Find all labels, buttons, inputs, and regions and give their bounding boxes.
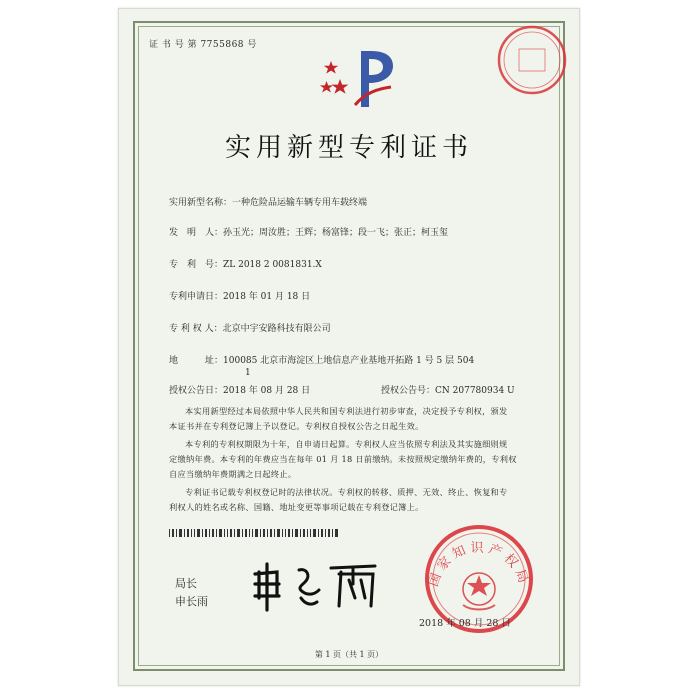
certificate-title: 实用新型专利证书 [224, 133, 473, 163]
field-value: 100085 北京市海淀区上地信息产业基地开拓路 1 号 5 层 504 [223, 356, 475, 366]
paragraph-line: 专利证书记载专利权登记时的法律状况。专利权的转移、质押、无效、终止、恢复和专 [185, 487, 508, 497]
paragraph-line: 利权人的姓名或名称、国籍、地址变更等事项记载在专利登记簿上。 [169, 502, 424, 512]
handwritten-signature-icon [249, 554, 389, 614]
patent-certificate [118, 8, 580, 686]
page-number: 第 1 页（共 1 页） [314, 650, 384, 659]
field-patent-holder [169, 321, 331, 334]
director-name: 申长雨 [175, 595, 208, 608]
field-label: 地 址： [169, 356, 224, 366]
field-label: 授权公告号： [381, 386, 436, 396]
director-title: 局长 [175, 577, 197, 590]
field-application-date [169, 289, 310, 302]
field-grant-number [381, 383, 515, 396]
field-label: 专 利 权 人： [169, 324, 223, 334]
cnipa-logo-icon [319, 43, 399, 113]
field-label: 专 利 号： [169, 260, 224, 270]
field-value: 2018 年 01 月 18 日 [223, 292, 311, 302]
field-value: ZL 2018 2 0081831.X [223, 260, 322, 270]
field-value: 2018 年 08 月 28 日 [223, 386, 311, 396]
issue-date: 2018 年 08 月 28 日 [419, 618, 511, 629]
field-label: 专利申请日： [169, 292, 224, 302]
field-label: 发 明 人： [169, 228, 224, 238]
field-grant-date [169, 383, 310, 396]
paragraph-line: 本专利的专利权期限为十年，自申请日起算。专利权人应当依照专利法及其实施细则规 [185, 439, 508, 449]
field-address-continued: 1 [245, 368, 251, 378]
seal-text: 国家知识产权局 [426, 540, 532, 589]
paragraph-line: 本证书并在专利登记簿上予以登记。专利权自授权公告之日起生效。 [169, 421, 424, 431]
field-value: 孙玉光；周汝胜；王辉；杨富锋；段一飞；张正；柯玉玺 [223, 228, 449, 238]
field-utility-model-name [169, 195, 367, 208]
certificate-number: 证 书 号 第 7755868 号 [149, 40, 257, 50]
field-inventor [169, 225, 448, 238]
barcode-strip [169, 529, 339, 537]
field-value: 北京中宇安路科技有限公司 [222, 324, 331, 334]
field-address [169, 353, 474, 366]
paragraph-line: 定缴纳年费。本专利的年费应当在每年 01 月 18 日前缴纳。未按照规定缴纳年费的，专利权 [169, 454, 517, 464]
field-label: 实用新型名称： [169, 198, 233, 208]
field-label: 授权公告日： [169, 386, 224, 396]
field-value: CN 207780934 U [435, 386, 515, 396]
patent-office-seal-icon [495, 23, 569, 97]
field-patent-number [169, 257, 322, 270]
paragraph-line: 自应当缴纳年费期满之日起终止。 [169, 469, 297, 479]
field-value: 一种危险品运输车辆专用车载终端 [232, 198, 368, 208]
paragraph-line: 本实用新型经过本局依照中华人民共和国专利法进行初步审查，决定授予专利权，颁发 [185, 406, 508, 416]
